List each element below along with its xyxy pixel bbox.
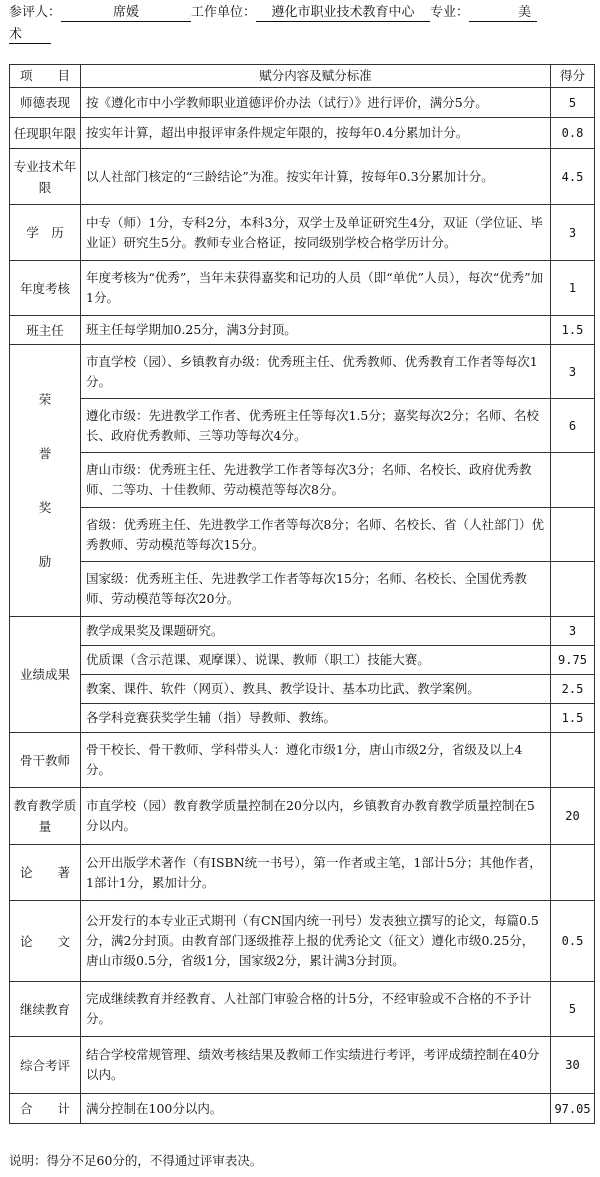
table-row — [10, 562, 595, 617]
row-score: 0.8 — [551, 118, 595, 149]
table-header-row — [10, 65, 595, 88]
table-row — [10, 205, 595, 261]
row-score: 1 — [551, 261, 595, 316]
row-content: 结合学校常规管理、绩效考核结果及教师工作实绩进行考评，考评成绩控制在40分以内。 — [81, 1037, 551, 1094]
row-content: 国家级：优秀班主任、先进教学工作者等每次15分；名师、名校长、全国优秀教师、劳动模范等每次20分。 — [81, 562, 551, 617]
row-content: 优质课（含示范课、观摩课）、说课、教师（职工）技能大赛。 — [81, 646, 551, 675]
row-item: 班主任 — [10, 316, 81, 345]
row-score: 97.05 — [551, 1094, 595, 1124]
col-header-score: 得分 — [551, 65, 595, 88]
table-row — [10, 733, 595, 788]
row-item: 论 文 — [10, 901, 81, 982]
table-row — [10, 345, 595, 399]
major-value-first: 美 — [469, 4, 537, 22]
row-content: 完成继续教育并经教育、人社部门审验合格的计5分，不经审验或不合格的不予计分。 — [81, 982, 551, 1037]
table-row — [10, 316, 595, 345]
row-content: 省级：优秀班主任、先进教学工作者等每次8分；名师、名校长、省（人社部门）优秀教师、劳动模范等每次15分。 — [81, 508, 551, 562]
row-content: 市直学校（园）教育教学质量控制在20分以内，乡镇教育办教育教学质量控制在5分以内。 — [81, 788, 551, 845]
table-row — [10, 901, 595, 982]
row-content: 中专（师）1分，专科2分，本科3分，双学士及单证研究生4分，双证（学位证、毕业证）研究生5分。教师专业合格证，按同级别学校合格学历计分。 — [81, 205, 551, 261]
table-row — [10, 845, 595, 901]
total-row — [10, 1094, 595, 1124]
row-score: 3 — [551, 205, 595, 261]
row-score: 3 — [551, 617, 595, 646]
row-item: 任现职年限 — [10, 118, 81, 149]
row-content: 公开发行的本专业正式期刊（有CN国内统一刊号）发表独立撰写的论文，每篇0.5分，满2分封顶。由教育部门逐级推荐上报的优秀论文（征文）遵化市级0.25分，唐山市级0.5分，省级1分，国家级2分，累计满3分封顶。 — [81, 901, 551, 982]
row-score: 1.5 — [551, 704, 595, 733]
row-content: 公开出版学术著作（有ISBN统一书号），第一作者或主笔，1部计5分；其他作者，1部计1分，累加计分。 — [81, 845, 551, 901]
col-header-item: 项 目 — [10, 65, 81, 88]
form-header — [9, 2, 594, 46]
row-score: 1.5 — [551, 316, 595, 345]
table-row — [10, 118, 595, 149]
row-score: 2.5 — [551, 675, 595, 704]
honor-char: 奖 — [38, 499, 52, 515]
row-content: 遵化市级：先进教学工作者、优秀班主任等每次1.5分；嘉奖每次2分；名师、名校长、政府优秀教师、三等功等每次4分。 — [81, 399, 551, 453]
row-score: 5 — [551, 88, 595, 118]
performance-item: 业绩成果 — [10, 617, 81, 733]
table-row — [10, 675, 595, 704]
table-row — [10, 261, 595, 316]
table-row — [10, 453, 595, 508]
row-score — [551, 733, 595, 788]
row-content: 满分控制在100分以内。 — [81, 1094, 551, 1124]
row-item: 师德表现 — [10, 88, 81, 118]
row-item: 继续教育 — [10, 982, 81, 1037]
row-score — [551, 453, 595, 508]
row-item: 学 历 — [10, 205, 81, 261]
unit-name: 遵化市职业技术教育中心 — [256, 4, 430, 22]
row-item: 教育教学质量 — [10, 788, 81, 845]
row-item: 年度考核 — [10, 261, 81, 316]
row-content: 唐山市级：优秀班主任、先进教学工作者等每次3分；名师、名校长、政府优秀教师、二等功、十佳教师、劳动模范等每次8分。 — [81, 453, 551, 508]
row-content: 年度考核为“优秀”，当年未获得嘉奖和记功的人员（即“单优”人员），每次“优秀”加1分。 — [81, 261, 551, 316]
row-content: 按《遵化市中小学教师职业道德评价办法（试行）》进行评价，满分5分。 — [81, 88, 551, 118]
row-score: 0.5 — [551, 901, 595, 982]
honor-char: 励 — [38, 553, 52, 569]
row-item: 骨干教师 — [10, 733, 81, 788]
row-item: 合 计 — [10, 1094, 81, 1124]
row-content: 按实年计算，超出申报评审条件规定年限的，按每年0.4分累加计分。 — [81, 118, 551, 149]
row-content: 班主任每学期加0.25分，满3分封顶。 — [81, 316, 551, 345]
table-row — [10, 704, 595, 733]
row-content: 各学科竞赛获奖学生辅（指）导教师、教练。 — [81, 704, 551, 733]
row-content: 骨干校长、骨干教师、学科带头人：遵化市级1分，唐山市级2分，省级及以上4分。 — [81, 733, 551, 788]
major-value-second: 术 — [9, 26, 51, 44]
row-score: 5 — [551, 982, 595, 1037]
row-content: 教学成果奖及课题研究。 — [81, 617, 551, 646]
table-row — [10, 399, 595, 453]
row-item: 论 著 — [10, 845, 81, 901]
row-score: 9.75 — [551, 646, 595, 675]
evaluee-label: 参评人： — [9, 5, 62, 20]
honor-item — [10, 345, 81, 617]
row-content: 以人社部门核定的“三龄结论”为准。按实年计算，按每年0.3分累加计分。 — [81, 149, 551, 205]
honor-char: 荣 — [38, 391, 52, 407]
row-score — [551, 562, 595, 617]
row-score: 6 — [551, 399, 595, 453]
row-score: 3 — [551, 345, 595, 399]
footer-note: 说明：得分不足60分的，不得通过评审表决。 — [9, 1153, 263, 1168]
row-score — [551, 845, 595, 901]
row-score — [551, 508, 595, 562]
table-row — [10, 508, 595, 562]
table-row — [10, 88, 595, 118]
col-header-content: 赋分内容及赋分标准 — [81, 65, 551, 88]
row-score: 30 — [551, 1037, 595, 1094]
honor-char: 誉 — [38, 445, 52, 461]
row-score: 20 — [551, 788, 595, 845]
table-row — [10, 788, 595, 845]
table-row — [10, 149, 595, 205]
major-label: 专业： — [430, 5, 470, 20]
scoring-table — [9, 64, 595, 1124]
table-row — [10, 646, 595, 675]
evaluee-name: 席媛 — [61, 4, 191, 22]
row-item: 专业技术年限 — [10, 149, 81, 205]
table-row — [10, 617, 595, 646]
row-content: 市直学校（园）、乡镇教育办级：优秀班主任、优秀教师、优秀教育工作者等每次1分。 — [81, 345, 551, 399]
unit-label: 工作单位： — [191, 5, 257, 20]
row-content: 教案、课件、软件（网页）、教具、教学设计、基本功比武、教学案例。 — [81, 675, 551, 704]
row-score: 4.5 — [551, 149, 595, 205]
table-row — [10, 982, 595, 1037]
row-item: 综合考评 — [10, 1037, 81, 1094]
table-row — [10, 1037, 595, 1094]
